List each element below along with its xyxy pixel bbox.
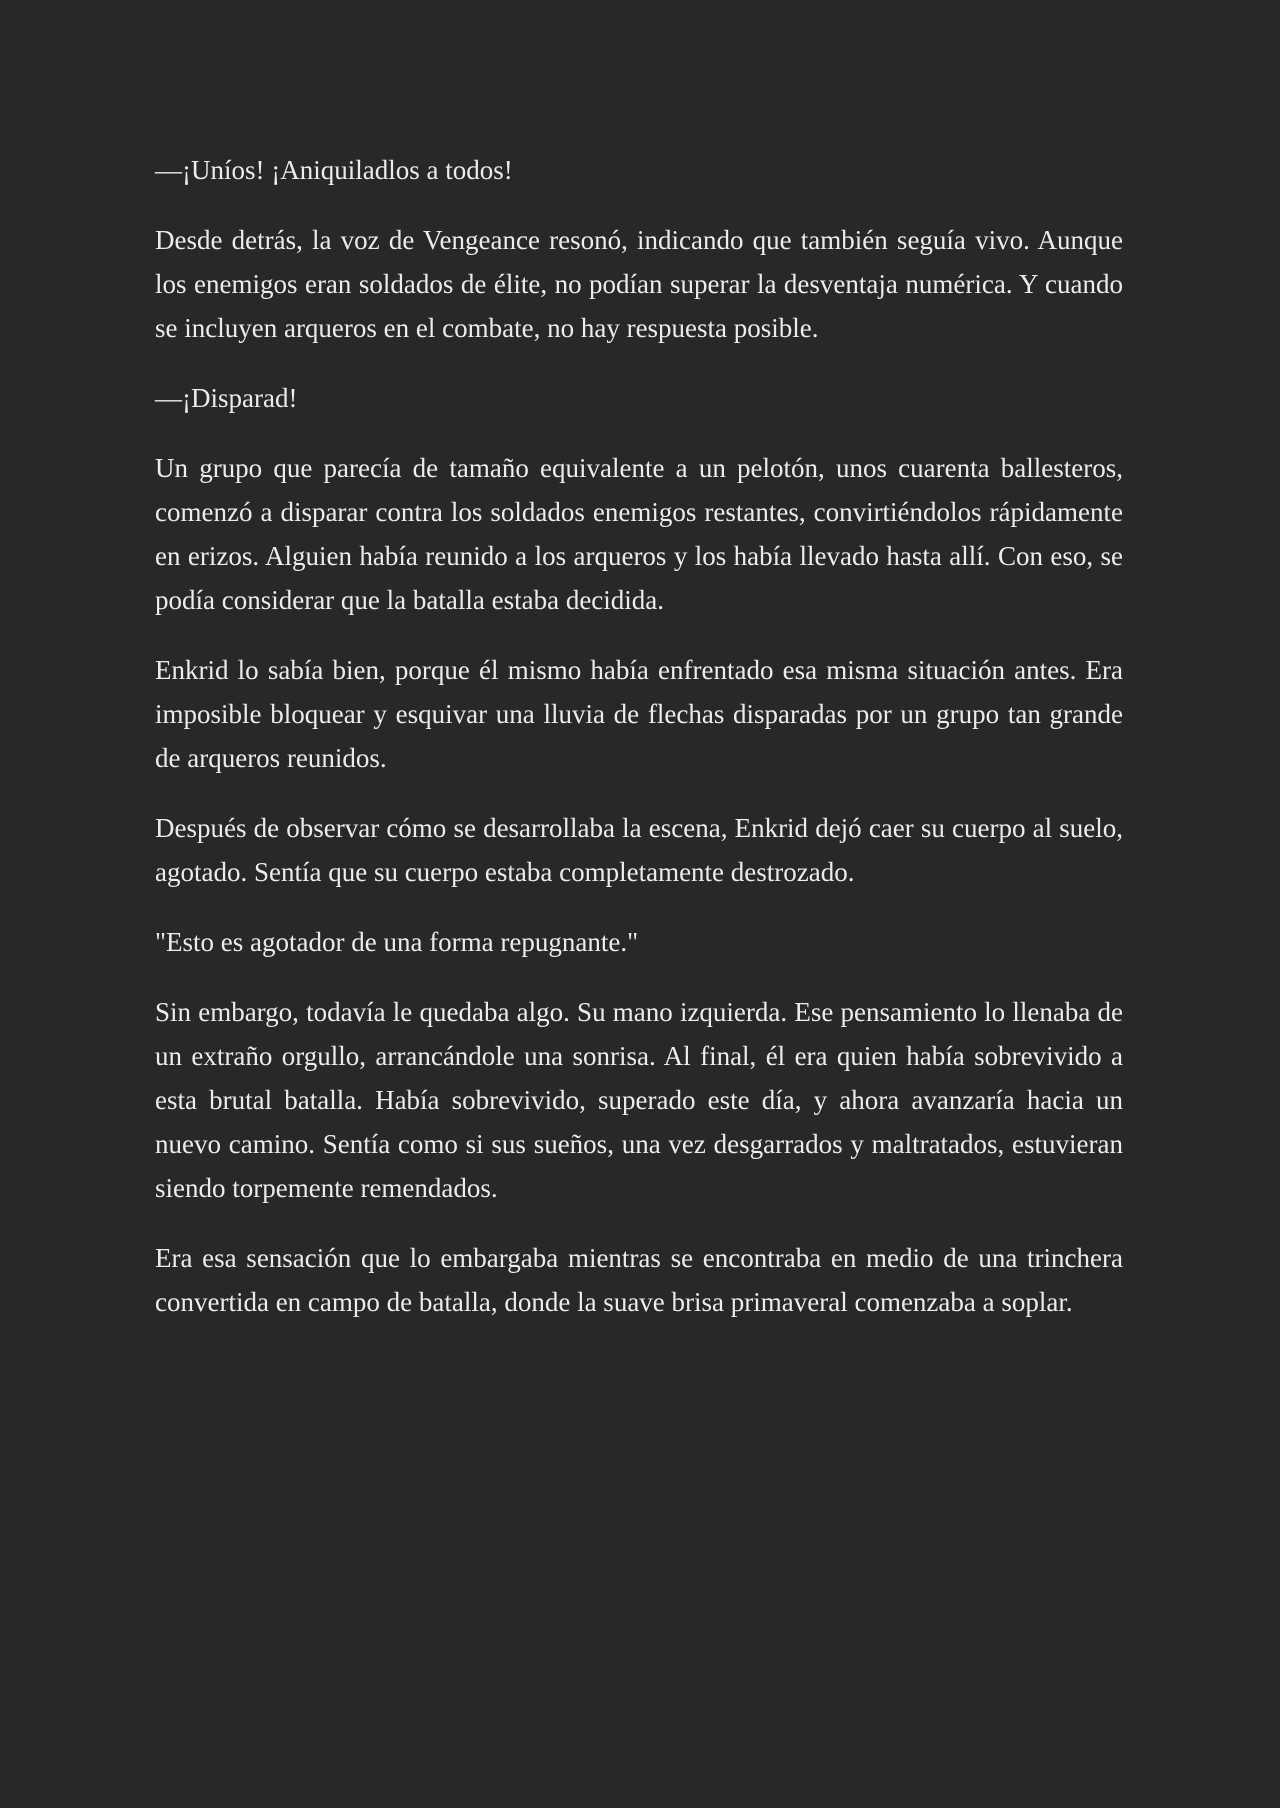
paragraph-dialogue-disparad: —¡Disparad! — [155, 383, 298, 413]
paragraph-dialogue-unios: —¡Uníos! ¡Aniquiladlos a todos! — [155, 155, 513, 185]
paragraph-spring-breeze: Era esa sensación que lo embargaba mientras se encontraba en medio de una trinchera convertida en campo de batalla, donde la suave brisa primaveral comenzaba a soplar. — [155, 1243, 1123, 1317]
paragraph-left-hand: Sin embargo, todavía le quedaba algo. Su mano izquierda. Ese pensamiento lo llenaba de un extraño orgullo, arrancándole una sonrisa. Al final, él era quien había sobrevivido a esta brutal batalla. Había sobrevivido, superado este día, y ahora avanzaría hacia un nuevo camino. Sentía como si sus sueños, una vez desgarrados y maltratados, estuvieran siendo torpemente remendados. — [155, 997, 1123, 1203]
paragraph-vengeance-voice: Desde detrás, la voz de Vengeance resonó, indicando que también seguía vivo. Aunque los enemigos eran soldados de élite, no podían superar la desventaja numérica. Y cuando se incluyen arqueros en el combate, no hay respuesta posible. — [155, 225, 1123, 343]
paragraph-enkrid-collapse: Después de observar cómo se desarrollaba la escena, Enkrid dejó caer su cuerpo al suelo, agotado. Sentía que su cuerpo estaba completamente destrozado. — [155, 813, 1123, 887]
document-body — [155, 148, 1123, 1350]
paragraph-quote-exhausting: "Esto es agotador de una forma repugnante." — [155, 927, 639, 957]
paragraph-enkrid-knew: Enkrid lo sabía bien, porque él mismo había enfrentado esa misma situación antes. Era imposible bloquear y esquivar una lluvia de flechas disparadas por un grupo tan grande de arqueros reunidos. — [155, 655, 1123, 773]
paragraph-crossbowmen: Un grupo que parecía de tamaño equivalente a un pelotón, unos cuarenta ballesteros, comenzó a disparar contra los soldados enemigos restantes, convirtiéndolos rápidamente en erizos. Alguien había reunido a los arqueros y los había llevado hasta allí. Con eso, se podía considerar que la batalla estaba decidida. — [155, 453, 1123, 615]
